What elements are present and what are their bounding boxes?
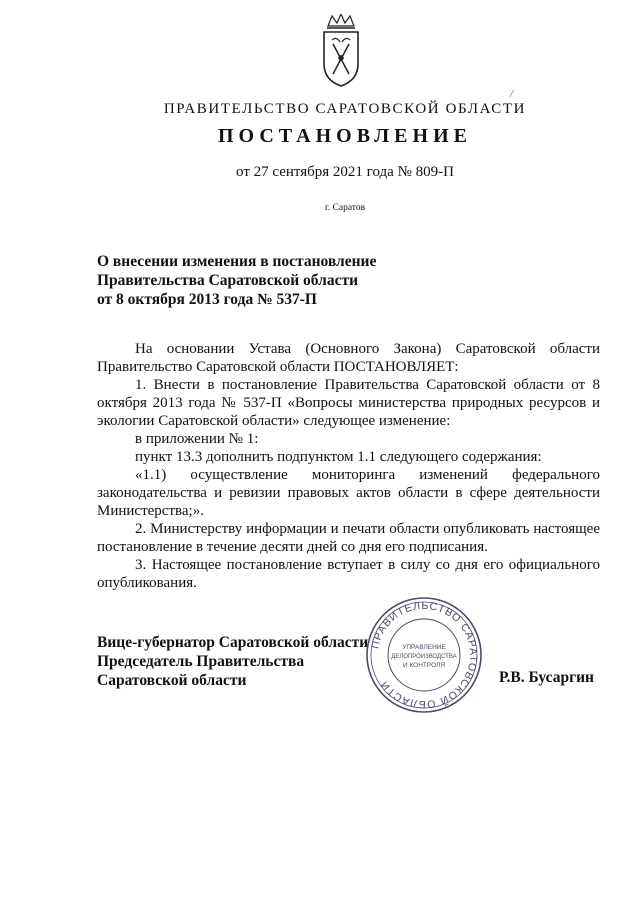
paragraph-item-2: 2. Министерству информации и печати области опубликовать настоящее постановление в течение десяти дней со дня его подписания. <box>97 521 600 555</box>
government-title: ПРАВИТЕЛЬСТВО САРАТОВСКОЙ ОБЛАСТИ <box>163 101 527 117</box>
subject-line: от 8 октября 2013 года № 537-П <box>97 291 317 308</box>
document-body <box>97 340 600 592</box>
stamp-ring-text: ПРАВИТЕЛЬСТВО САРАТОВСКОЙ ОБЛАСТИ <box>369 599 480 711</box>
city: г. Саратов <box>324 203 366 213</box>
paragraph-quoted-text: «1.1) осуществление мониторинга изменений федерального законодательства и ревизии правовых актов области в сфере деятельности Министерства;». <box>97 467 600 519</box>
paragraph-item-3: 3. Настоящее постановление вступает в силу со дня его официального опубликования. <box>97 557 600 591</box>
position-line: Саратовской области <box>97 672 247 689</box>
subject-line: О внесении изменения в постановление <box>97 253 377 270</box>
signatory-name: Р.В. Бусаргин <box>499 669 594 686</box>
date-and-number: от 27 сентября 2021 года № 809-П <box>236 164 454 180</box>
document-subject <box>97 252 376 309</box>
stamp-center-line: УПРАВЛЕНИЕ <box>402 644 446 651</box>
signatory-position <box>97 633 368 690</box>
paragraph-item-1: 1. Внести в постановление Правительства Саратовской области от 8 октября 2013 года № 537-П «Вопросы министерства природных ресурсов и экологии Саратовской области» следующее изменение: <box>97 377 600 429</box>
position-line: Вице-губернатор Саратовской области <box>97 634 369 651</box>
paragraph-appendix-ref: в приложении № 1: <box>135 431 259 447</box>
margin-mark: / <box>510 88 514 100</box>
stamp-center-line: ДЕЛОПРОИЗВОДСТВА <box>391 654 457 660</box>
paragraph-preamble: На основании Устава (Основного Закона) Саратовской области Правительство Саратовской области ПОСТАНОВЛЯЕТ: <box>97 341 600 375</box>
official-seal-stamp <box>364 595 484 715</box>
position-line: Председатель Правительства <box>97 653 305 670</box>
subject-line: Правительства Саратовской области <box>97 272 358 289</box>
stamp-center-line: И КОНТРОЛЯ <box>402 662 446 669</box>
document-type: ПОСТАНОВЛЕНИЕ <box>218 125 472 147</box>
saratov-coat-of-arms-icon <box>318 14 364 88</box>
paragraph-point-ref: пункт 13.3 дополнить подпунктом 1.1 следующего содержания: <box>135 449 542 465</box>
